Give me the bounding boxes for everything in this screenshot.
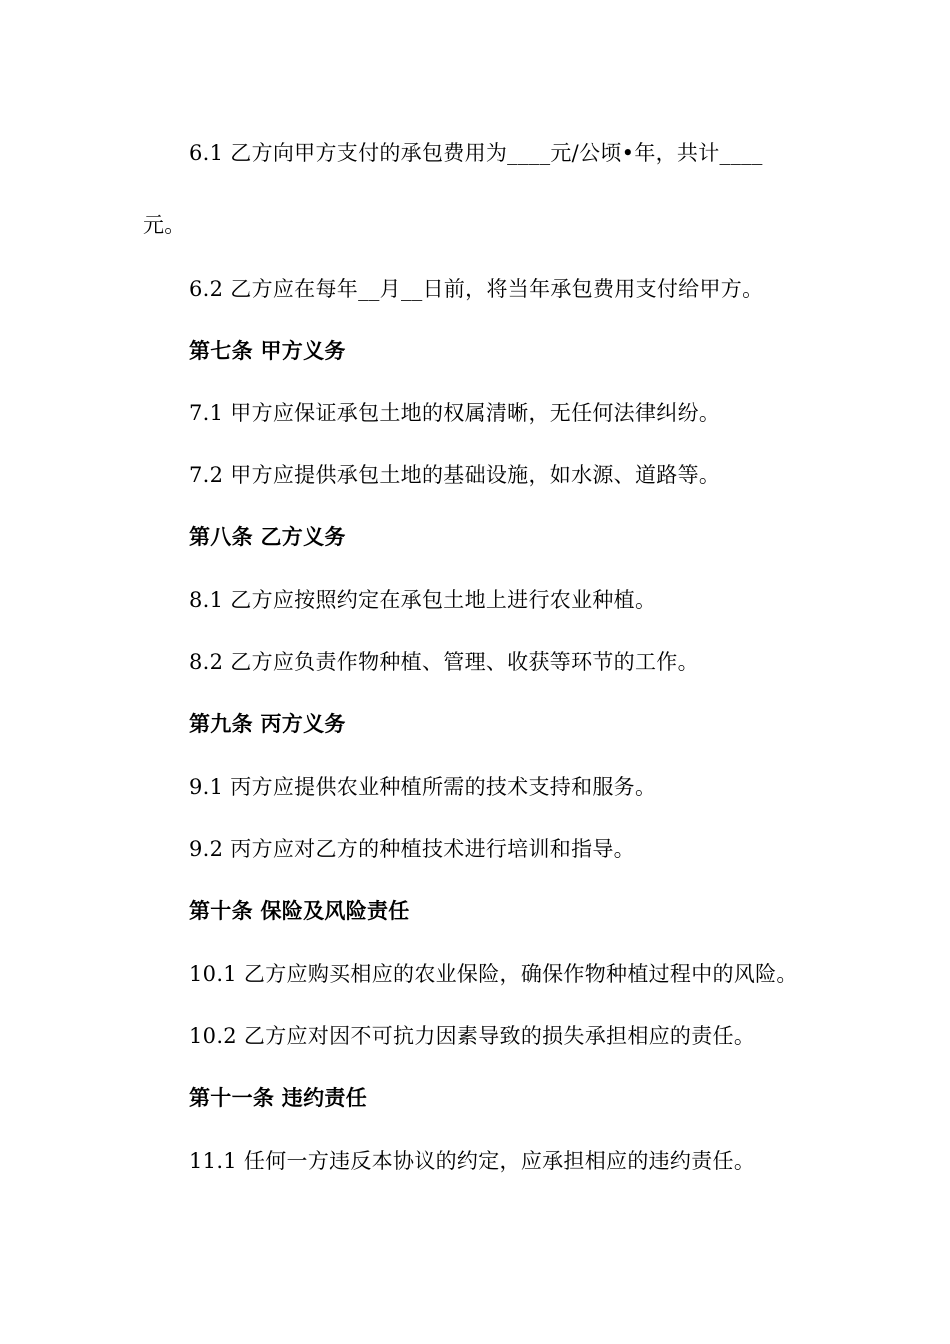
clause-6-1: 6.1 乙方向甲方支付的承包费用为____元/公顷•年，共计____ [189, 141, 763, 165]
clause-9-1: 9.1 丙方应提供农业种植所需的技术支持和服务。 [189, 775, 657, 799]
clause-7-1: 7.1 甲方应保证承包土地的权属清晰，无任何法律纠纷。 [189, 401, 721, 425]
article-11-heading: 第十一条 违约责任 [189, 1085, 368, 1110]
clause-10-1: 10.1 乙方应购买相应的农业保险，确保作物种植过程中的风险。 [189, 962, 798, 986]
article-8-heading: 第八条 乙方义务 [189, 524, 346, 549]
clause-7-2: 7.2 甲方应提供承包土地的基础设施，如水源、道路等。 [189, 463, 721, 487]
clause-6-1-continuation: 元。 [143, 213, 186, 237]
article-10-heading: 第十条 保险及风险责任 [189, 898, 410, 923]
clause-11-1: 11.1 任何一方违反本协议的约定，应承担相应的违约责任。 [189, 1149, 756, 1173]
article-9-heading: 第九条 丙方义务 [189, 711, 346, 736]
clause-8-1: 8.1 乙方应按照约定在承包土地上进行农业种植。 [189, 588, 657, 612]
clause-9-2: 9.2 丙方应对乙方的种植技术进行培训和指导。 [189, 837, 635, 861]
clause-10-2: 10.2 乙方应对因不可抗力因素导致的损失承担相应的责任。 [189, 1024, 756, 1048]
clause-8-2: 8.2 乙方应负责作物种植、管理、收获等环节的工作。 [189, 650, 699, 674]
article-7-heading: 第七条 甲方义务 [189, 338, 346, 363]
clause-6-2: 6.2 乙方应在每年__月__日前，将当年承包费用支付给甲方。 [189, 277, 764, 301]
